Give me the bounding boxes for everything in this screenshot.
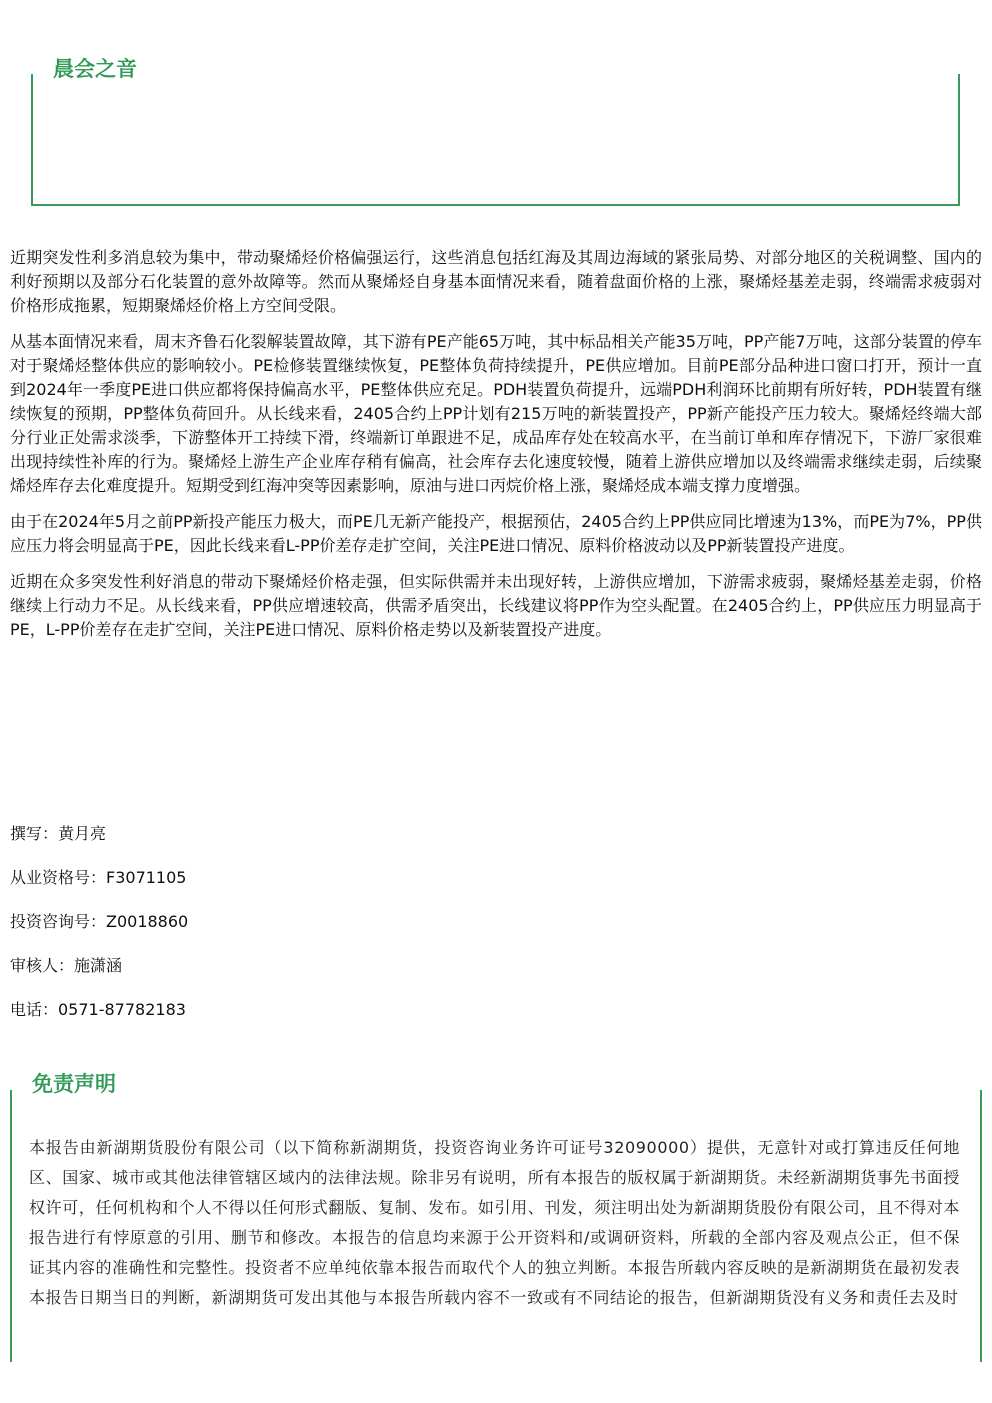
phone-line: 电话：0571-87782183 xyxy=(10,1000,186,1019)
consult-line: 投资咨询号：Z0018860 xyxy=(10,912,189,931)
disclaimer-border-right xyxy=(980,1090,982,1362)
disclaimer-text: 本报告由新湖期货股份有限公司（以下简称新湖期货，投资咨询业务许可证号32090000）提供，无意针对或打算违反任何地区、国家、城市或其他法律管辖区域内的法律法规。除非另有说明，所有本报告的版权属于新湖期货。未经新湖期货事先书面授权许可，任何机构和个人不得以任何形式翻版、复制、发布。如引用、刊发，须注明出处为新湖期货股份有限公司，且不得对本报告进行有悖原意的引用、删节和修改。本报告的信息均来源于公开资料和/或调研资料，所载的全部内容及观点公正，但不保证其内容的准确性和完整性。投资者不应单纯依靠本报告而取代个人的独立判断。本报告所载内容反映的是新湖期货在最初发表本报告日期当日的判断，新湖期货可发出其他与本报告所载内容不一致或有不同结论的报告，但新湖期货没有义务和责任去及时 xyxy=(29,1138,960,1307)
license-line: 从业资格号：F3071105 xyxy=(10,868,187,887)
section-title: 晨会之音 xyxy=(53,54,141,84)
paragraph-3: 由于在2024年5月之前PP新投产能压力极大，而PE几无新产能投产，根据预估，2405合约上PP供应同比增速为13%，而PE为7%，PP供应压力将会明显高于PE，因此长线来看L-PP价差存走扩空间，关注PE进口情况、原料价格波动以及PP新装置投产进度。 xyxy=(10,512,982,555)
header-box xyxy=(31,74,960,206)
author-info xyxy=(10,822,510,1042)
paragraph-1: 近期突发性利多消息较为集中，带动聚烯烃价格偏强运行，这些消息包括红海及其周边海域的紧张局势、对部分地区的关税调整、国内的利好预期以及部分石化装置的意外故障等。然而从聚烯烃自身基本面情况来看，随着盘面价格的上涨，聚烯烃基差走弱，终端需求疲弱对价格形成拖累，短期聚烯烃价格上方空间受限。 xyxy=(10,248,982,315)
paragraph-4: 近期在众多突发性利好消息的带动下聚烯烃价格走强，但实际供需并未出现好转，上游供应增加，下游需求疲弱，聚烯烃基差走弱，价格继续上行动力不足。从长线来看，PP供应增速较高，供需矛盾突出，长线建议将PP作为空头配置。在2405合约上，PP供应压力明显高于PE，L-PP价差存在走扩空间，关注PE进口情况、原料价格走势以及新装置投产进度。 xyxy=(10,572,982,639)
author-line: 撰写：黄月亮 xyxy=(10,824,107,843)
disclaimer-border-left xyxy=(10,1090,12,1362)
disclaimer-title: 免责声明 xyxy=(32,1072,116,1096)
reviewer-line: 审核人：施潇涵 xyxy=(10,956,123,975)
main-content xyxy=(10,246,982,654)
paragraph-2: 从基本面情况来看，周末齐鲁石化裂解装置故障，其下游有PE产能65万吨，其中标品相关产能35万吨，PP产能7万吨，这部分装置的停车对于聚烯烃整体供应的影响较小。PE检修装置继续恢复，PE整体负荷持续提升，PE供应增加。目前PE部分品种进口窗口打开，预计一直到2024年一季度PE进口供应都将保持偏高水平，PE整体供应充足。PDH装置负荷提升，远端PDH利润环比前期有所好转，PDH装置有继续恢复的预期，PP整体负荷回升。从长线来看，2405合约上PP计划有215万吨的新装置投产，PP新产能投产压力较大。聚烯烃终端大部分行业正处需求淡季，下游整体开工持续下滑，终端新订单跟进不足，成品库存处在较高水平，在当前订单和库存情况下，下游厂家很难出现持续性补库的行为。聚烯烃上游生产企业库存稍有偏高，社会库存去化速度较慢，随着上游供应增加以及终端需求继续走弱，后续聚烯烃库存去化难度提升。短期受到红海冲突等因素影响，原油与进口丙烷价格上涨，聚烯烃成本端支撑力度增强。 xyxy=(10,332,982,495)
